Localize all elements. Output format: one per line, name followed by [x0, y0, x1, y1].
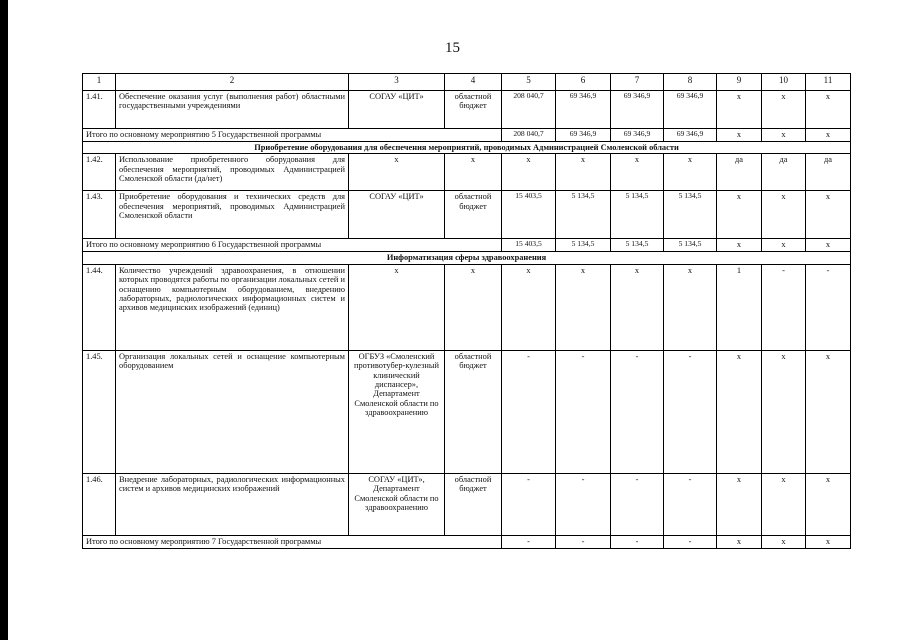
- table-row: [83, 473, 851, 535]
- funding-source: областной бюджет: [445, 350, 502, 473]
- value-cell: x: [717, 350, 762, 473]
- value-cell: x: [611, 154, 664, 191]
- value-cell: 5 134,5: [556, 239, 611, 252]
- measure-name: Количество учреждений здравоохранения, в отношении которых проводятся работы по организации локальных сетей и оснащению компьютерным оборудованием, внедрению лабораторных, радиологических информационных систем и архивов медицинских изображений (единиц): [116, 264, 349, 350]
- header-cell: 1: [83, 74, 116, 91]
- funding-source: областной бюджет: [445, 191, 502, 239]
- section-row: [83, 252, 851, 264]
- measure-name: Использование приобретенного оборудования для обеспечения мероприятий, проводимых Администрацией Смоленской области (да/нет): [116, 154, 349, 191]
- header-cell: 3: [349, 74, 445, 91]
- value-cell: 5 134,5: [664, 191, 717, 239]
- value-cell: -: [664, 350, 717, 473]
- table-row: [83, 350, 851, 473]
- value-cell: -: [502, 473, 556, 535]
- header-cell: 5: [502, 74, 556, 91]
- executor: СОГАУ «ЦИТ», Департамент Смоленской области по здравоохранению: [349, 473, 445, 535]
- header-cell: 10: [762, 74, 806, 91]
- value-cell: да: [762, 154, 806, 191]
- header-cell: 11: [806, 74, 851, 91]
- value-cell: x: [664, 264, 717, 350]
- value-cell: 69 346,9: [556, 129, 611, 142]
- row-number: 1.43.: [83, 191, 116, 239]
- value-cell: 69 346,9: [611, 91, 664, 129]
- value-cell: x: [806, 191, 851, 239]
- measure-name: Внедрение лабораторных, радиологических информационных систем и архивов медицинских изображений: [116, 473, 349, 535]
- value-cell: -: [556, 473, 611, 535]
- value-cell: x: [806, 91, 851, 129]
- value-cell: x: [762, 350, 806, 473]
- value-cell: да: [806, 154, 851, 191]
- total-label: Итого по основному мероприятию 5 Государственной программы: [83, 129, 502, 142]
- funding-source: областной бюджет: [445, 91, 502, 129]
- measure-name: Обеспечение оказания услуг (выполнения работ) областными государственными учреждениями: [116, 91, 349, 129]
- header-cell: 7: [611, 74, 664, 91]
- header-cell: 4: [445, 74, 502, 91]
- value-cell: x: [717, 535, 762, 548]
- row-number: 1.42.: [83, 154, 116, 191]
- value-cell: x: [762, 129, 806, 142]
- total-row: [83, 239, 851, 252]
- measure-name: Приобретение оборудования и технических средств для обеспечения мероприятий, проводимых Администрацией Смоленской области: [116, 191, 349, 239]
- value-cell: x: [556, 264, 611, 350]
- value-cell: x: [717, 473, 762, 535]
- row-number: 1.41.: [83, 91, 116, 129]
- value-cell: x: [717, 191, 762, 239]
- value-cell: x: [502, 154, 556, 191]
- value-cell: -: [611, 535, 664, 548]
- value-cell: 15 403,5: [502, 239, 556, 252]
- value-cell: x: [806, 473, 851, 535]
- table-row: [83, 264, 851, 350]
- row-number: 1.44.: [83, 264, 116, 350]
- header-cell: 8: [664, 74, 717, 91]
- value-cell: x: [806, 239, 851, 252]
- section-title: Приобретение оборудования для обеспечения мероприятий, проводимых Администрацией Смоленской области: [83, 142, 851, 154]
- executor: ОГБУЗ «Смоленский противотубер-кулезный клинический диспансер», Департамент Смоленской области по здравоохранению: [349, 350, 445, 473]
- value-cell: x: [806, 350, 851, 473]
- value-cell: 69 346,9: [611, 129, 664, 142]
- value-cell: 69 346,9: [556, 91, 611, 129]
- value-cell: 5 134,5: [664, 239, 717, 252]
- value-cell: x: [806, 535, 851, 548]
- executor: СОГАУ «ЦИТ»: [349, 91, 445, 129]
- value-cell: x: [806, 129, 851, 142]
- value-cell: -: [502, 350, 556, 473]
- value-cell: x: [762, 239, 806, 252]
- executor: СОГАУ «ЦИТ»: [349, 191, 445, 239]
- value-cell: x: [762, 535, 806, 548]
- value-cell: x: [762, 191, 806, 239]
- value-cell: -: [611, 350, 664, 473]
- value-cell: x: [717, 239, 762, 252]
- row-number: 1.45.: [83, 350, 116, 473]
- scan-edge-bar: [0, 0, 8, 640]
- header-row: [83, 74, 851, 91]
- value-cell: 69 346,9: [664, 129, 717, 142]
- value-cell: 208 040,7: [502, 129, 556, 142]
- value-cell: да: [717, 154, 762, 191]
- total-label: Итого по основному мероприятию 6 Государственной программы: [83, 239, 502, 252]
- total-row: [83, 535, 851, 548]
- value-cell: -: [556, 535, 611, 548]
- executor: x: [349, 154, 445, 191]
- value-cell: -: [556, 350, 611, 473]
- table-row: [83, 154, 851, 191]
- table-row: [83, 91, 851, 129]
- row-number: 1.46.: [83, 473, 116, 535]
- value-cell: 5 134,5: [611, 239, 664, 252]
- value-cell: x: [664, 154, 717, 191]
- value-cell: -: [664, 473, 717, 535]
- funding-source: x: [445, 264, 502, 350]
- value-cell: x: [762, 91, 806, 129]
- value-cell: x: [502, 264, 556, 350]
- header-cell: 9: [717, 74, 762, 91]
- program-table: [82, 73, 851, 549]
- section-row: [83, 142, 851, 154]
- value-cell: x: [556, 154, 611, 191]
- measure-name: Организация локальных сетей и оснащение компьютерным оборудованием: [116, 350, 349, 473]
- value-cell: x: [611, 264, 664, 350]
- section-title: Информатизация сферы здравоохранения: [83, 252, 851, 264]
- executor: x: [349, 264, 445, 350]
- value-cell: 208 040,7: [502, 91, 556, 129]
- funding-source: областной бюджет: [445, 473, 502, 535]
- header-cell: 2: [116, 74, 349, 91]
- total-label: Итого по основному мероприятию 7 Государственной программы: [83, 535, 502, 548]
- header-cell: 6: [556, 74, 611, 91]
- value-cell: x: [717, 129, 762, 142]
- value-cell: -: [806, 264, 851, 350]
- value-cell: 69 346,9: [664, 91, 717, 129]
- table-row: [83, 191, 851, 239]
- funding-source: x: [445, 154, 502, 191]
- page-number: 15: [445, 40, 460, 56]
- value-cell: 5 134,5: [611, 191, 664, 239]
- value-cell: -: [762, 264, 806, 350]
- value-cell: 5 134,5: [556, 191, 611, 239]
- value-cell: 15 403,5: [502, 191, 556, 239]
- value-cell: x: [762, 473, 806, 535]
- value-cell: -: [502, 535, 556, 548]
- value-cell: x: [717, 91, 762, 129]
- value-cell: -: [611, 473, 664, 535]
- value-cell: -: [664, 535, 717, 548]
- value-cell: 1: [717, 264, 762, 350]
- total-row: [83, 129, 851, 142]
